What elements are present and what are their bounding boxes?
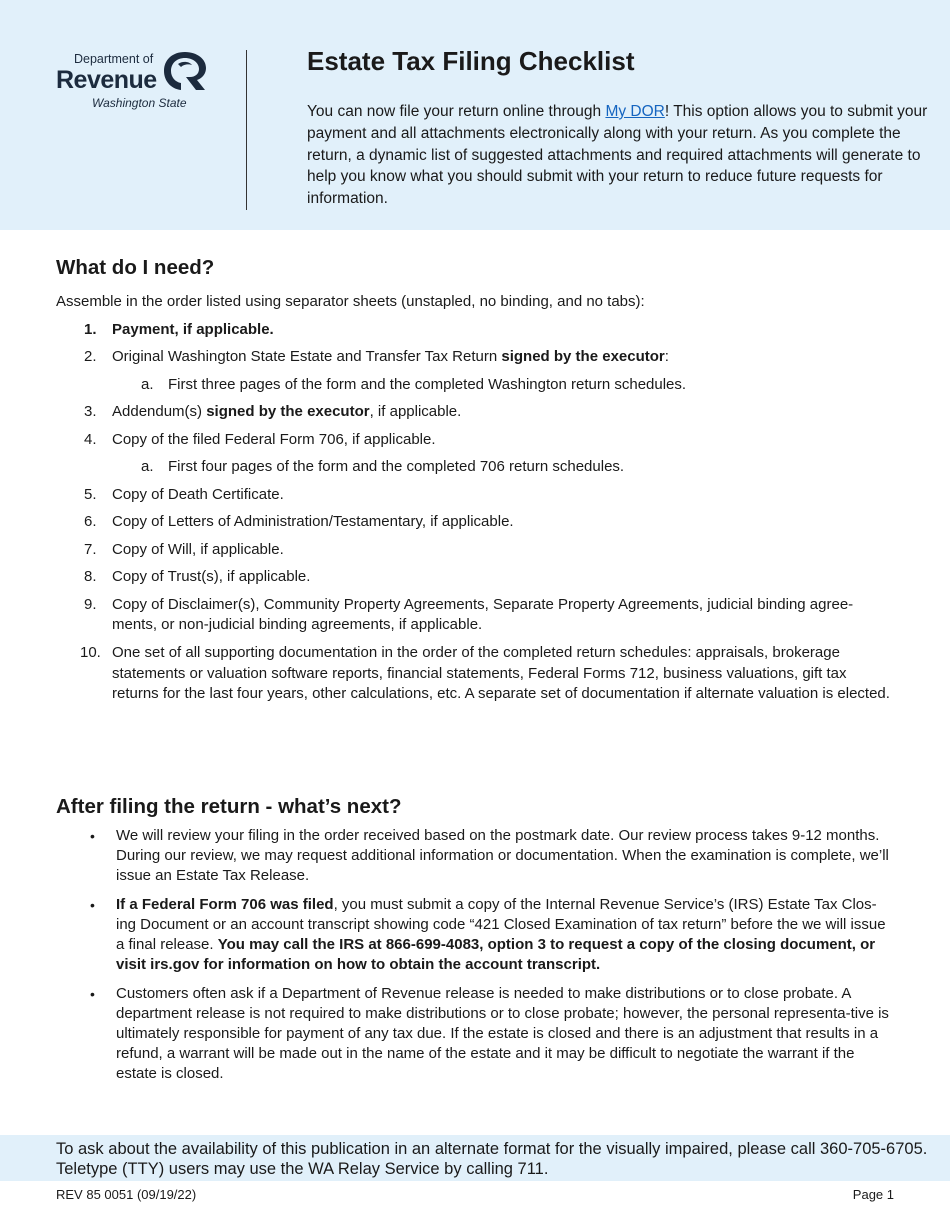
subitem-text: First three pages of the form and the completed Washington return schedules. [168, 376, 687, 393]
item-number: 3. [84, 403, 97, 420]
subitem-letter: a. [141, 376, 154, 393]
bullet-bold-part: If a Federal Form 706 was filed [116, 896, 334, 913]
item-number: 8. [84, 568, 97, 585]
logo-name-text: Revenue [56, 66, 157, 94]
need-lead: Assemble in the order listed using separator sheets (unstapled, no binding, and no tabs): [56, 293, 645, 310]
subitem-text: First four pages of the form and the completed 706 return schedules. [168, 458, 625, 475]
accessibility-note: To ask about the availability of this publication in an alternate format for the visually impaired, please call 360-705-6705. Teletype (TTY) users may use the WA Relay Service by calling 711. [56, 1140, 928, 1178]
bullet-text: We will review your filing in the order received based on the postmark date. Our review process takes 9-12 months. During our review, we may request additional information or documentation. When the examination is complete, we’ll issue an Estate Tax Release. [116, 827, 889, 884]
item-number: 1. [84, 321, 97, 338]
item-text [112, 402, 892, 422]
bullet-text [116, 895, 896, 975]
logo-swoosh-icon [162, 50, 208, 92]
item-text-part: Original Washington State Estate and Transfer Tax Return [112, 348, 502, 365]
intro-text-after: ! This option allows you to submit your payment and all attachments electronically along with your return. As you complete the return, a dynamic list of suggested attachments and required attachments will generate to help you know what you should submit with your return to reduce future requests for information. [307, 103, 928, 208]
item-text: Copy of Letters of Administration/Testamentary, if applicable. [112, 513, 514, 530]
item-number: 10. [80, 644, 101, 661]
item-text: Copy of Death Certificate. [112, 486, 284, 503]
next-heading: After filing the return - what’s next? [56, 795, 402, 818]
item-number: 4. [84, 431, 97, 448]
item-text: Payment, if applicable. [112, 321, 274, 338]
intro-text-before: You can now file your return online through [307, 103, 606, 120]
item-number: 6. [84, 513, 97, 530]
subitem-letter: a. [141, 458, 154, 475]
item-text: Copy of the filed Federal Form 706, if applicable. [112, 431, 436, 448]
item-number: 5. [84, 486, 97, 503]
bullet-text-part: , you must submit a copy of the Internal Revenue Service’s (IRS) Estate Tax Clos-ing Document or an account transcript showing code “421 Closed Examination of tax return” before the we will issue a final release. [116, 896, 886, 953]
item-text: Copy of Will, if applicable. [112, 541, 284, 558]
item-text-part: Addendum(s) [112, 403, 207, 420]
item-number: 2. [84, 348, 97, 365]
bullet-bold-part: You may call the IRS at 866-699-4083, option 3 to request a copy of the closing document, or visit irs.gov for information on how to obtain the account transcript. [116, 936, 876, 973]
logo-dept-text: Department of [74, 52, 154, 66]
item-number: 7. [84, 541, 97, 558]
bullet-text: Customers often ask if a Department of Revenue release is needed to make distributions or to close probate. A department release is not required to make distributions or to close probate; however, the personal representa-tive is ultimately responsible for payment of any tax due. If the estate is closed and there is an adjustment that results in a refund, a warrant will be made out in the name of the estate and it may be difficult to negotiate the warrant if the estate is closed. [116, 985, 889, 1082]
need-heading: What do I need? [56, 256, 215, 279]
header-divider [246, 50, 247, 210]
bullet-icon: • [90, 897, 95, 913]
item-text: One set of all supporting documentation in the order of the completed return schedules: appraisals, brokerage statements or valuation software reports, financial statements, Federal Forms 712, business valuations, gift tax returns for the last four years, other calculations, etc. A separate set of documentation if alternate valuation is elected. [112, 644, 890, 702]
my-dor-link[interactable]: My DOR [605, 103, 665, 120]
page-title: Estate Tax Filing Checklist [307, 46, 635, 76]
intro-paragraph [307, 101, 932, 210]
bullet-icon: • [90, 986, 95, 1002]
accessibility-band [0, 1135, 950, 1181]
page-number: Page 1 [852, 1187, 894, 1202]
item-text-part: : [664, 348, 669, 365]
item-bold-part: signed by the executor [501, 348, 665, 365]
form-id: REV 85 0051 (09/19/22) [56, 1187, 197, 1202]
dor-logo [56, 48, 216, 114]
item-bold-part: signed by the executor [206, 403, 370, 420]
logo-state-text: Washington State [92, 96, 187, 110]
item-text [112, 347, 892, 367]
item-number: 9. [84, 596, 97, 613]
header-band [0, 0, 950, 230]
item-text-part: , if applicable. [369, 403, 462, 420]
item-text: Copy of Disclaimer(s), Community Property Agreements, Separate Property Agreements, judicial binding agree-ments, or non-judicial binding agreements, if applicable. [112, 596, 854, 633]
bullet-icon: • [90, 828, 95, 844]
item-text: Copy of Trust(s), if applicable. [112, 568, 311, 585]
